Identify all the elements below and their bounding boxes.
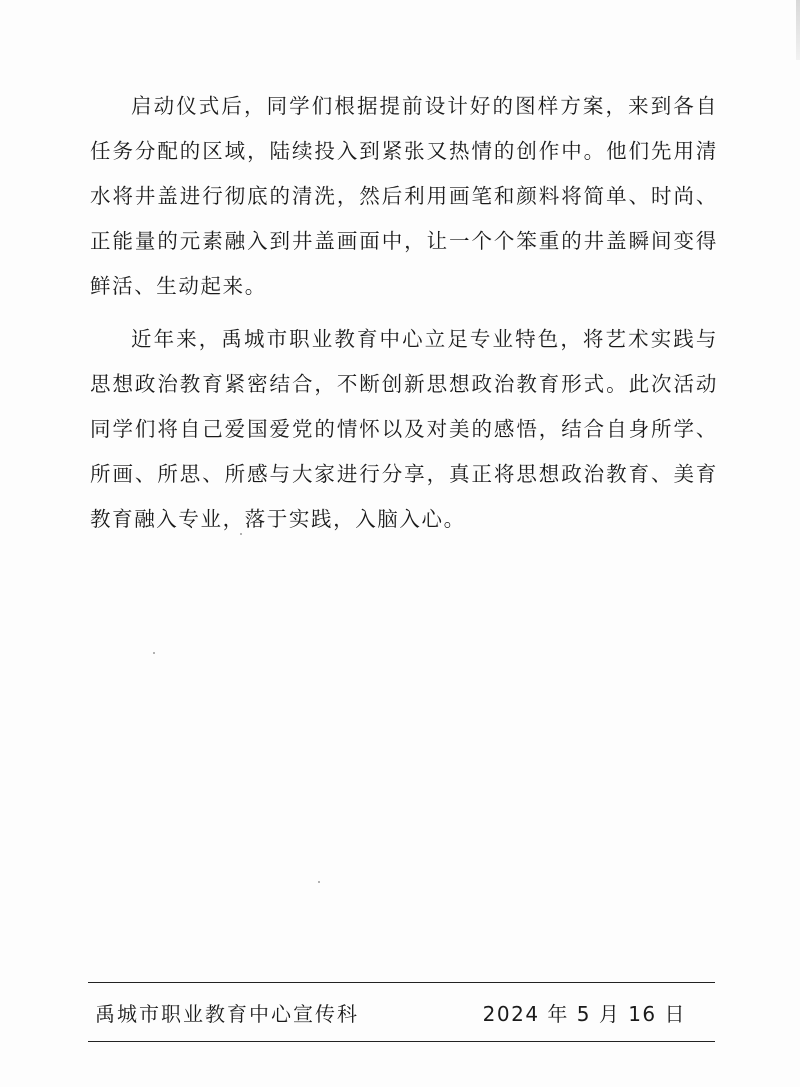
footer-bottom-rule — [88, 1041, 715, 1042]
footer-top-rule — [88, 982, 715, 983]
document-body — [90, 84, 718, 542]
scan-speck — [318, 881, 320, 883]
footer-organization: 禹城市职业教育中心宣传科 — [95, 1002, 359, 1026]
scan-speck — [240, 533, 242, 535]
paragraph-activity: 启动仪式后，同学们根据提前设计好的图样方案，来到各自任务分配的区域，陆续投入到紧张又热情的创作中。他们先用清水将井盖进行彻底的清洗，然后利用画笔和颜料将简单、时尚、正能量的元素融入到井盖画面中，让一个个笨重的井盖瞬间变得鲜活、生动起来。 — [90, 94, 718, 298]
paragraph-background: 近年来，禹城市职业教育中心立足专业特色，将艺术实践与思想政治教育紧密结合，不断创新思想政治教育形式。此次活动同学们将自己爱国爱党的情怀以及对美的感悟，结合自身所学、所画、所思、所感与大家进行分享，真正将思想政治教育、美育教育融入专业，落于实践，入脑入心。 — [90, 327, 718, 531]
scan-speck — [153, 652, 155, 654]
scan-edge-mark — [796, 0, 800, 60]
footer-date: 2024 年 5 月 16 日 — [482, 1002, 686, 1026]
